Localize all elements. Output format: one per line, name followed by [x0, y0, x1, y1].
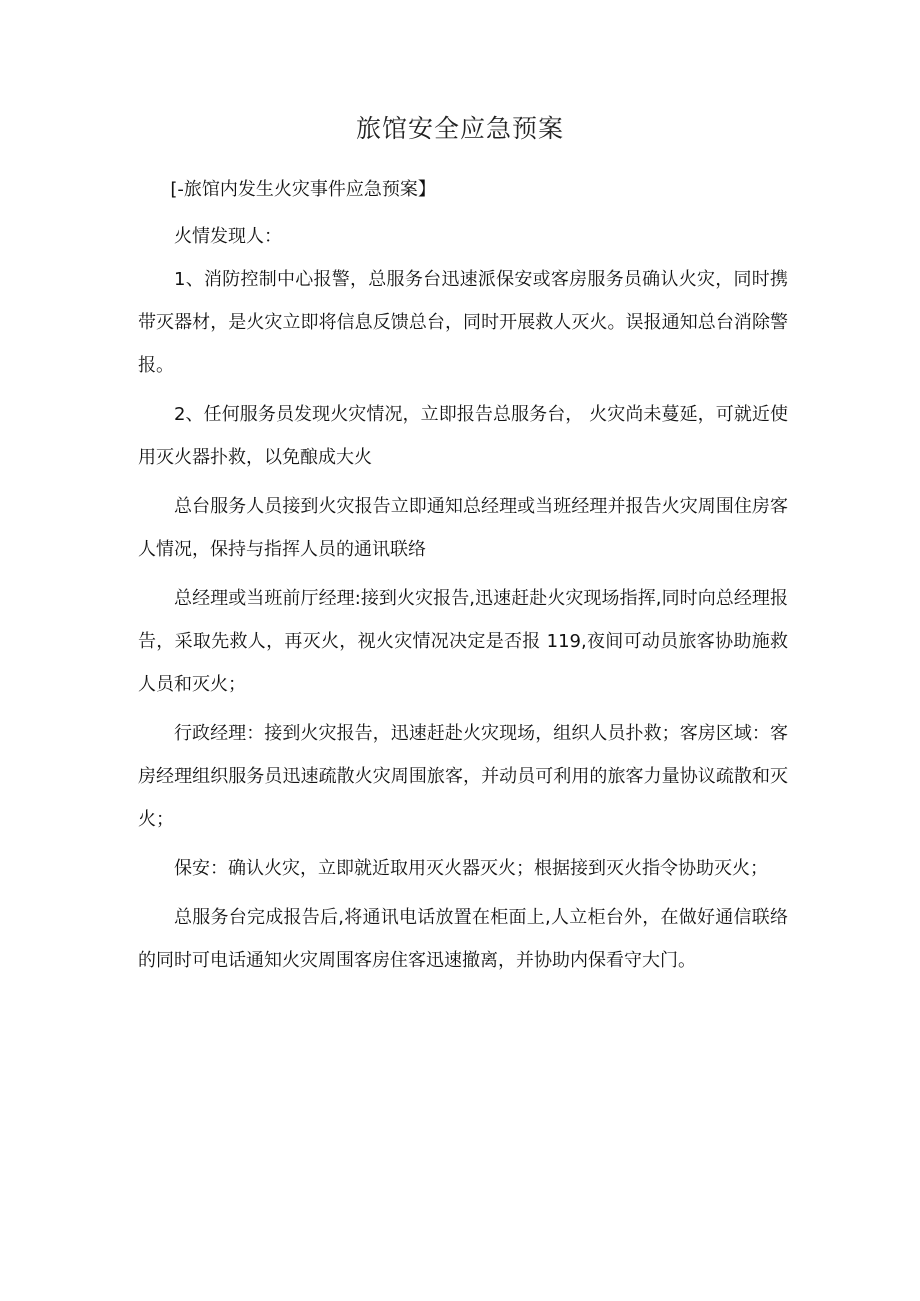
paragraph-admin-manager: 行政经理：接到火灾报告，迅速赶赴火灾现场，组织人员扑救；客房区域：客房经理组织服务员迅速疏散火灾周围旅客，并动员可利用的旅客力量协议疏散和灭火； — [138, 723, 788, 830]
paragraph-fire-discoverer: 火情发现人： — [174, 226, 282, 247]
paragraph-item-1: 1、消防控制中心报警，总服务台迅速派保安或客房服务员确认火灾，同时携带灭器材，是火灾立即将信息反馈总台，同时开展救人灭火。误报通知总台消除警报。 — [138, 269, 788, 376]
paragraph-security: 保安：确认火灾，立即就近取用灭火器灭火；根据接到灭火指令协助灭火； — [174, 858, 768, 879]
paragraph-item-2: 2、任何服务员发现火灾情况，立即报告总服务台， 火灾尚未蔓延，可就近使用灭火器扑救，以免酿成大火 — [138, 404, 788, 468]
document-title: 旅馆安全应急预案 — [355, 114, 564, 143]
paragraph-general-manager: 总经理或当班前厅经理:接到火灾报告,迅速赶赴火灾现场指挥,同时向总经理报告，采取先救人，再灭火，视火灾情况决定是否报 119,夜间可动员旅客协助施救人员和灭火； — [138, 588, 788, 695]
paragraph-service-desk: 总服务台完成报告后,将通讯电话放置在柜面上,人立柜台外，在做好通信联络的同时可电话通知火灾周围客房住客迅速撤离，并协助内保看守大门。 — [138, 907, 788, 971]
paragraph-front-desk: 总台服务人员接到火灾报告立即通知总经理或当班经理并报告火灾周围住房客人情况，保持与指挥人员的通讯联络 — [138, 496, 788, 560]
section-heading: [-旅馆内发生火灾事件应急预案】 — [170, 179, 436, 200]
document-body — [138, 168, 788, 982]
